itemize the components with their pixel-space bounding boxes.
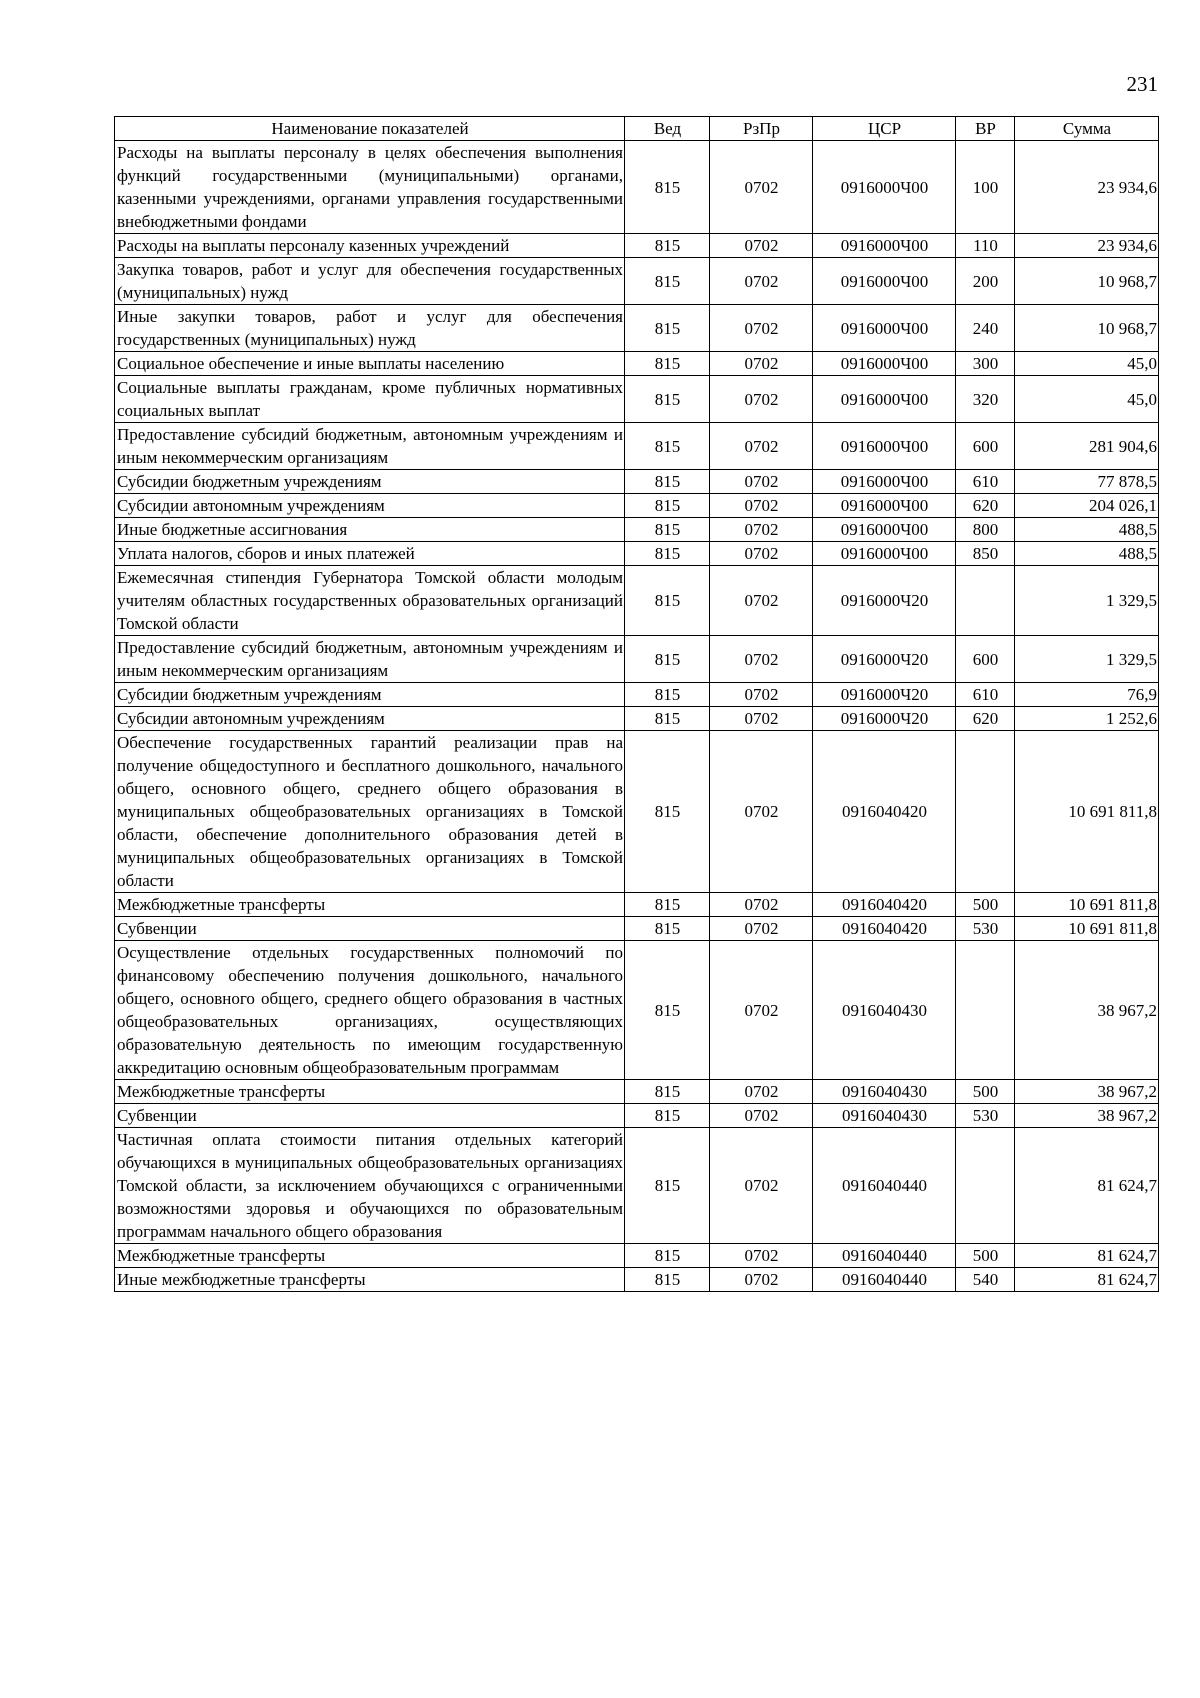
row-name-cell: Субвенции (115, 917, 625, 941)
row-ved-cell: 815 (625, 542, 710, 566)
row-rzpr-cell: 0702 (710, 941, 813, 1080)
table-row (115, 683, 1159, 707)
row-rzpr-cell: 0702 (710, 352, 813, 376)
row-vr-cell: 500 (956, 1080, 1015, 1104)
row-csr-cell: 0916040420 (813, 731, 956, 893)
row-ved-cell: 815 (625, 470, 710, 494)
row-sum-cell: 204 026,1 (1015, 494, 1159, 518)
row-rzpr-cell: 0702 (710, 707, 813, 731)
table-row (115, 305, 1159, 352)
row-ved-cell: 815 (625, 636, 710, 683)
table-row (115, 141, 1159, 234)
row-name-cell: Субсидии бюджетным учреждениям (115, 470, 625, 494)
row-rzpr-cell: 0702 (710, 566, 813, 636)
row-csr-cell: 0916000Ч00 (813, 258, 956, 305)
row-rzpr-cell: 0702 (710, 636, 813, 683)
table-row (115, 518, 1159, 542)
row-name-cell: Частичная оплата стоимости питания отдельных категорий обучающихся в муниципальных общеобразовательных организациях Томской области, за исключением обучающихся с ограниченными возможностями здоровья и обучающихся по образовательным программам начального общего образования (115, 1128, 625, 1244)
row-sum-cell: 38 967,2 (1015, 941, 1159, 1080)
row-rzpr-cell: 0702 (710, 234, 813, 258)
table-row (115, 258, 1159, 305)
row-vr-cell: 530 (956, 1104, 1015, 1128)
header-rzpr: РзПр (710, 117, 813, 141)
table-row (115, 566, 1159, 636)
row-rzpr-cell: 0702 (710, 423, 813, 470)
row-rzpr-cell: 0702 (710, 1104, 813, 1128)
row-name-cell: Субсидии автономным учреждениям (115, 494, 625, 518)
row-sum-cell: 1 329,5 (1015, 566, 1159, 636)
header-sum: Сумма (1015, 117, 1159, 141)
row-rzpr-cell: 0702 (710, 494, 813, 518)
row-csr-cell: 0916040440 (813, 1268, 956, 1292)
row-name-cell: Предоставление субсидий бюджетным, автономным учреждениям и иным некоммерческим организациям (115, 636, 625, 683)
row-vr-cell (956, 941, 1015, 1080)
table-row (115, 1244, 1159, 1268)
row-csr-cell: 0916000Ч00 (813, 470, 956, 494)
table-body (115, 141, 1159, 1292)
row-rzpr-cell: 0702 (710, 470, 813, 494)
table-row (115, 893, 1159, 917)
row-ved-cell: 815 (625, 941, 710, 1080)
row-sum-cell: 81 624,7 (1015, 1128, 1159, 1244)
budget-table (114, 116, 1159, 1292)
row-ved-cell: 815 (625, 352, 710, 376)
row-ved-cell: 815 (625, 1244, 710, 1268)
header-name: Наименование показателей (115, 117, 625, 141)
row-ved-cell: 815 (625, 376, 710, 423)
row-ved-cell: 815 (625, 1128, 710, 1244)
row-ved-cell: 815 (625, 731, 710, 893)
row-name-cell: Иные бюджетные ассигнования (115, 518, 625, 542)
row-rzpr-cell: 0702 (710, 518, 813, 542)
row-sum-cell: 81 624,7 (1015, 1268, 1159, 1292)
table-row (115, 494, 1159, 518)
table-row (115, 542, 1159, 566)
table-row (115, 731, 1159, 893)
table-row (115, 352, 1159, 376)
row-csr-cell: 0916000Ч00 (813, 141, 956, 234)
row-rzpr-cell: 0702 (710, 376, 813, 423)
row-ved-cell: 815 (625, 893, 710, 917)
row-vr-cell: 110 (956, 234, 1015, 258)
row-csr-cell: 0916040440 (813, 1128, 956, 1244)
row-ved-cell: 815 (625, 1104, 710, 1128)
row-sum-cell: 10 968,7 (1015, 258, 1159, 305)
row-sum-cell: 23 934,6 (1015, 141, 1159, 234)
row-csr-cell: 0916040430 (813, 1104, 956, 1128)
row-sum-cell: 23 934,6 (1015, 234, 1159, 258)
row-ved-cell: 815 (625, 494, 710, 518)
row-vr-cell: 620 (956, 707, 1015, 731)
row-csr-cell: 0916040430 (813, 1080, 956, 1104)
row-ved-cell: 815 (625, 917, 710, 941)
row-ved-cell: 815 (625, 234, 710, 258)
table-row (115, 1268, 1159, 1292)
row-ved-cell: 815 (625, 305, 710, 352)
row-rzpr-cell: 0702 (710, 1080, 813, 1104)
table-row (115, 1128, 1159, 1244)
row-name-cell: Межбюджетные трансферты (115, 1080, 625, 1104)
table-row (115, 423, 1159, 470)
row-ved-cell: 815 (625, 258, 710, 305)
row-sum-cell: 45,0 (1015, 352, 1159, 376)
row-csr-cell: 0916000Ч00 (813, 494, 956, 518)
row-vr-cell: 610 (956, 683, 1015, 707)
row-name-cell: Предоставление субсидий бюджетным, автономным учреждениям и иным некоммерческим организациям (115, 423, 625, 470)
row-sum-cell: 10 691 811,8 (1015, 917, 1159, 941)
row-vr-cell: 240 (956, 305, 1015, 352)
row-sum-cell: 45,0 (1015, 376, 1159, 423)
row-csr-cell: 0916040430 (813, 941, 956, 1080)
row-rzpr-cell: 0702 (710, 1244, 813, 1268)
row-vr-cell: 800 (956, 518, 1015, 542)
row-name-cell: Межбюджетные трансферты (115, 1244, 625, 1268)
table-row (115, 376, 1159, 423)
row-sum-cell: 488,5 (1015, 542, 1159, 566)
row-csr-cell: 0916000Ч20 (813, 566, 956, 636)
row-vr-cell: 540 (956, 1268, 1015, 1292)
row-vr-cell: 610 (956, 470, 1015, 494)
row-ved-cell: 815 (625, 423, 710, 470)
row-csr-cell: 0916040420 (813, 893, 956, 917)
row-csr-cell: 0916040420 (813, 917, 956, 941)
row-name-cell: Субсидии автономным учреждениям (115, 707, 625, 731)
row-ved-cell: 815 (625, 1268, 710, 1292)
row-ved-cell: 815 (625, 141, 710, 234)
row-ved-cell: 815 (625, 1080, 710, 1104)
row-name-cell: Межбюджетные трансферты (115, 893, 625, 917)
row-name-cell: Субсидии бюджетным учреждениям (115, 683, 625, 707)
row-rzpr-cell: 0702 (710, 305, 813, 352)
row-vr-cell: 200 (956, 258, 1015, 305)
row-vr-cell: 530 (956, 917, 1015, 941)
table-row (115, 470, 1159, 494)
row-name-cell: Иные межбюджетные трансферты (115, 1268, 625, 1292)
row-name-cell: Обеспечение государственных гарантий реализации прав на получение общедоступного и бесплатного дошкольного, начального общего, основного общего, среднего общего образования в муниципальных общеобразовательных организациях в Томской области, обеспечение дополнительного образования детей в муниципальных общеобразовательных организациях в Томской области (115, 731, 625, 893)
row-rzpr-cell: 0702 (710, 141, 813, 234)
row-sum-cell: 38 967,2 (1015, 1104, 1159, 1128)
row-csr-cell: 0916000Ч00 (813, 423, 956, 470)
row-csr-cell: 0916000Ч00 (813, 542, 956, 566)
row-vr-cell: 500 (956, 1244, 1015, 1268)
row-name-cell: Социальное обеспечение и иные выплаты населению (115, 352, 625, 376)
row-vr-cell (956, 1128, 1015, 1244)
row-ved-cell: 815 (625, 707, 710, 731)
row-sum-cell: 10 691 811,8 (1015, 893, 1159, 917)
row-rzpr-cell: 0702 (710, 893, 813, 917)
row-name-cell: Расходы на выплаты персоналу в целях обеспечения выполнения функций государственными (муниципальными) органами, казенными учреждениями, органами управления государственными внебюджетными фондами (115, 141, 625, 234)
row-name-cell: Расходы на выплаты персоналу казенных учреждений (115, 234, 625, 258)
row-vr-cell: 600 (956, 636, 1015, 683)
row-rzpr-cell: 0702 (710, 1128, 813, 1244)
row-vr-cell (956, 566, 1015, 636)
row-name-cell: Социальные выплаты гражданам, кроме публичных нормативных социальных выплат (115, 376, 625, 423)
row-rzpr-cell: 0702 (710, 917, 813, 941)
row-csr-cell: 0916000Ч00 (813, 305, 956, 352)
row-csr-cell: 0916000Ч20 (813, 707, 956, 731)
row-vr-cell: 100 (956, 141, 1015, 234)
row-ved-cell: 815 (625, 518, 710, 542)
table-row (115, 707, 1159, 731)
row-sum-cell: 76,9 (1015, 683, 1159, 707)
table-row (115, 1080, 1159, 1104)
row-sum-cell: 38 967,2 (1015, 1080, 1159, 1104)
header-vr: ВР (956, 117, 1015, 141)
row-name-cell: Уплата налогов, сборов и иных платежей (115, 542, 625, 566)
row-csr-cell: 0916040440 (813, 1244, 956, 1268)
row-sum-cell: 81 624,7 (1015, 1244, 1159, 1268)
row-sum-cell: 1 329,5 (1015, 636, 1159, 683)
row-vr-cell: 850 (956, 542, 1015, 566)
row-vr-cell (956, 731, 1015, 893)
row-name-cell: Закупка товаров, работ и услуг для обеспечения государственных (муниципальных) нужд (115, 258, 625, 305)
row-csr-cell: 0916000Ч20 (813, 683, 956, 707)
header-csr: ЦСР (813, 117, 956, 141)
row-vr-cell: 320 (956, 376, 1015, 423)
row-sum-cell: 281 904,6 (1015, 423, 1159, 470)
row-sum-cell: 10 691 811,8 (1015, 731, 1159, 893)
row-name-cell: Ежемесячная стипендия Губернатора Томской области молодым учителям областных государственных образовательных организаций Томской области (115, 566, 625, 636)
header-ved: Вед (625, 117, 710, 141)
row-name-cell: Осуществление отдельных государственных полномочий по финансовому обеспечению получения дошкольного, начального общего, основного общего, среднего общего образования в частных общеобразовательных организациях, осуществляющих образовательную деятельность по имеющим государственную аккредитацию основным общеобразовательным программам (115, 941, 625, 1080)
row-sum-cell: 10 968,7 (1015, 305, 1159, 352)
row-rzpr-cell: 0702 (710, 542, 813, 566)
row-ved-cell: 815 (625, 683, 710, 707)
row-rzpr-cell: 0702 (710, 683, 813, 707)
row-csr-cell: 0916000Ч00 (813, 376, 956, 423)
row-csr-cell: 0916000Ч20 (813, 636, 956, 683)
row-ved-cell: 815 (625, 566, 710, 636)
row-rzpr-cell: 0702 (710, 258, 813, 305)
page-number: 231 (1126, 72, 1158, 96)
row-csr-cell: 0916000Ч00 (813, 352, 956, 376)
row-name-cell: Субвенции (115, 1104, 625, 1128)
row-sum-cell: 77 878,5 (1015, 470, 1159, 494)
table-header-row (115, 117, 1159, 141)
row-name-cell: Иные закупки товаров, работ и услуг для обеспечения государственных (муниципальных) нужд (115, 305, 625, 352)
row-sum-cell: 488,5 (1015, 518, 1159, 542)
row-csr-cell: 0916000Ч00 (813, 518, 956, 542)
table-row (115, 636, 1159, 683)
row-csr-cell: 0916000Ч00 (813, 234, 956, 258)
table-row (115, 917, 1159, 941)
row-vr-cell: 500 (956, 893, 1015, 917)
table-row (115, 234, 1159, 258)
row-sum-cell: 1 252,6 (1015, 707, 1159, 731)
row-rzpr-cell: 0702 (710, 731, 813, 893)
row-vr-cell: 600 (956, 423, 1015, 470)
table-row (115, 1104, 1159, 1128)
row-rzpr-cell: 0702 (710, 1268, 813, 1292)
table-row (115, 941, 1159, 1080)
row-vr-cell: 300 (956, 352, 1015, 376)
row-vr-cell: 620 (956, 494, 1015, 518)
